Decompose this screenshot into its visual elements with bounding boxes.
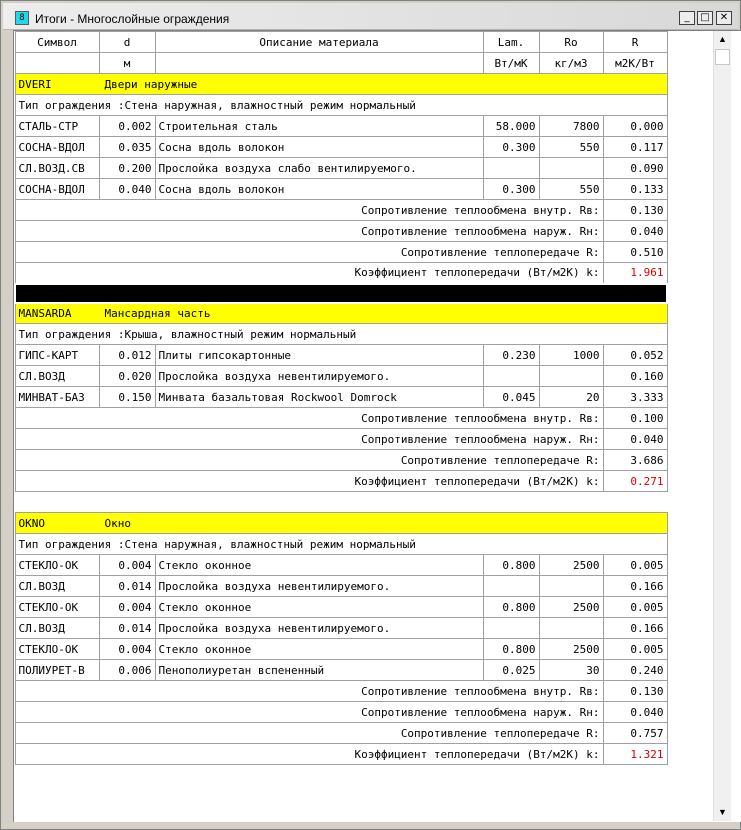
layer-resistance: 0.117 [603, 137, 667, 158]
header-row [15, 32, 667, 53]
layer-symbol: СТЕКЛО-ОК [15, 639, 99, 660]
unit-r: м2К/Вт [603, 53, 667, 74]
layer-description: Стекло оконное [155, 597, 483, 618]
scroll-up-icon[interactable]: ▲ [714, 31, 731, 48]
layer-symbol: ГИПС-КАРТ [15, 345, 99, 366]
col-header-r: R [603, 32, 667, 53]
layer-density: 550 [539, 179, 603, 200]
window-title: Итоги - Многослойные ограждения [35, 12, 230, 26]
unit-d: м [99, 53, 155, 74]
summary-rv-row [15, 408, 667, 429]
summary-r-total-row [15, 242, 667, 263]
layer-lambda: 0.300 [483, 179, 539, 200]
layer-description: Пенополиуретан вспененный [155, 660, 483, 681]
layer-density: 30 [539, 660, 603, 681]
layer-symbol: МИНВАТ-БАЗ [15, 387, 99, 408]
summary-r-total-label: Сопротивление теплопередаче R: [15, 723, 603, 744]
col-header-lam: Lam. [483, 32, 539, 53]
col-header-d: d [99, 32, 155, 53]
layer-row[interactable] [15, 345, 667, 366]
unit-symbol [15, 53, 99, 74]
section-title [15, 74, 667, 95]
layer-symbol: СОСНА-ВДОЛ [15, 179, 99, 200]
close-button[interactable]: ✕ [716, 11, 732, 25]
section-header[interactable] [15, 303, 667, 324]
layer-density: 550 [539, 137, 603, 158]
layer-row[interactable] [15, 158, 667, 179]
layer-row[interactable] [15, 179, 667, 200]
title-bar[interactable] [3, 3, 738, 30]
layer-thickness: 0.040 [99, 179, 155, 200]
layer-symbol: СТАЛЬ-СТР [15, 116, 99, 137]
summary-rv-value: 0.130 [603, 681, 667, 702]
summary-rv-label: Сопротивление теплообмена внутр. Rв: [15, 408, 603, 429]
layer-symbol: ПОЛИУРЕТ-В [15, 660, 99, 681]
layer-description: Стекло оконное [155, 555, 483, 576]
layer-lambda [483, 366, 539, 387]
enclosure-type-row [15, 534, 667, 555]
layer-thickness: 0.014 [99, 618, 155, 639]
layer-lambda: 58.000 [483, 116, 539, 137]
layer-row[interactable] [15, 597, 667, 618]
layer-resistance: 3.333 [603, 387, 667, 408]
layer-description: Минвата базальтовая Rockwool Domrock [155, 387, 483, 408]
layer-density [539, 618, 603, 639]
blank-separator-row [15, 492, 667, 513]
layer-resistance: 0.005 [603, 555, 667, 576]
layer-resistance: 0.000 [603, 116, 667, 137]
layer-symbol: СТЕКЛО-ОК [15, 597, 99, 618]
layer-resistance: 0.240 [603, 660, 667, 681]
summary-r-total-value: 0.757 [603, 723, 667, 744]
layer-row[interactable] [15, 555, 667, 576]
layer-row[interactable] [15, 576, 667, 597]
layer-lambda [483, 618, 539, 639]
unit-description [155, 53, 483, 74]
layer-symbol: СОСНА-ВДОЛ [15, 137, 99, 158]
layer-row[interactable] [15, 366, 667, 387]
layer-description: Прослойка воздуха слабо вентилируемого. [155, 158, 483, 179]
col-header-symbol: Символ [15, 32, 99, 53]
layer-description: Сосна вдоль волокон [155, 137, 483, 158]
layer-description: Стекло оконное [155, 639, 483, 660]
layer-thickness: 0.002 [99, 116, 155, 137]
section-name: Окно [104, 516, 131, 530]
vertical-scrollbar[interactable] [713, 31, 731, 821]
layer-thickness: 0.004 [99, 555, 155, 576]
layer-density [539, 158, 603, 179]
scroll-thumb[interactable] [715, 49, 730, 65]
layer-density: 20 [539, 387, 603, 408]
layer-density [539, 366, 603, 387]
layer-row[interactable] [15, 137, 667, 158]
layer-lambda [483, 158, 539, 179]
layer-symbol: СТЕКЛО-ОК [15, 555, 99, 576]
layer-resistance: 0.090 [603, 158, 667, 179]
layer-resistance: 0.052 [603, 345, 667, 366]
units-row [15, 53, 667, 74]
maximize-button[interactable]: □ [697, 11, 713, 25]
summary-rn-label: Сопротивление теплообмена наруж. Rн: [15, 221, 603, 242]
section-title [15, 303, 667, 324]
summary-r-total-row [15, 450, 667, 471]
enclosure-type: Тип ограждения :Стена наружная, влажностный режим нормальный [15, 95, 667, 116]
summary-rn-label: Сопротивление теплообмена наруж. Rн: [15, 429, 603, 450]
minimize-button[interactable]: _ [679, 11, 695, 25]
layer-thickness: 0.014 [99, 576, 155, 597]
summary-r-total-label: Сопротивление теплопередаче R: [15, 242, 603, 263]
layer-row[interactable] [15, 116, 667, 137]
layer-lambda: 0.045 [483, 387, 539, 408]
enclosure-type: Тип ограждения :Крыша, влажностный режим нормальный [15, 324, 667, 345]
summary-rv-row [15, 681, 667, 702]
layer-density: 2500 [539, 639, 603, 660]
results-pane [13, 30, 741, 822]
layer-density: 1000 [539, 345, 603, 366]
layer-row[interactable] [15, 618, 667, 639]
summary-r-total-value: 0.510 [603, 242, 667, 263]
results-table [14, 31, 668, 765]
layer-resistance: 0.005 [603, 597, 667, 618]
summary-r-total-label: Сопротивление теплопередаче R: [15, 450, 603, 471]
summary-k-row [15, 744, 667, 765]
section-code: DVERI [18, 77, 52, 91]
section-name: Двери наружные [104, 77, 198, 91]
layer-description: Сосна вдоль волокон [155, 179, 483, 200]
layer-thickness: 0.004 [99, 639, 155, 660]
layer-lambda: 0.800 [483, 555, 539, 576]
section-code: MANSARDA [18, 306, 72, 320]
summary-r-total-value: 3.686 [603, 450, 667, 471]
layer-description: Строительная сталь [155, 116, 483, 137]
enclosure-type-row [15, 95, 667, 116]
col-header-ro: Ro [539, 32, 603, 53]
layer-lambda: 0.300 [483, 137, 539, 158]
summary-rn-row [15, 702, 667, 723]
selected-separator-row[interactable] [15, 284, 667, 303]
separator-cell [15, 492, 667, 513]
layer-row[interactable] [15, 639, 667, 660]
layer-resistance: 0.160 [603, 366, 667, 387]
summary-k-label: Коэффициент теплопередачи (Вт/м2К) k: [15, 744, 603, 765]
enclosure-type-row [15, 324, 667, 345]
layer-thickness: 0.020 [99, 366, 155, 387]
layer-symbol: СЛ.ВОЗД [15, 576, 99, 597]
summary-k-row [15, 471, 667, 492]
unit-lam: Вт/мК [483, 53, 539, 74]
layer-thickness: 0.004 [99, 597, 155, 618]
summary-k-value: 0.271 [603, 471, 667, 492]
layer-lambda: 0.800 [483, 639, 539, 660]
summary-k-row [15, 263, 667, 284]
layer-description: Прослойка воздуха невентилируемого. [155, 576, 483, 597]
layer-lambda: 0.230 [483, 345, 539, 366]
layer-symbol: СЛ.ВОЗД.СВ [15, 158, 99, 179]
layer-row[interactable] [15, 387, 667, 408]
summary-rn-row [15, 429, 667, 450]
section-code: OKNO [18, 516, 45, 530]
summary-rn-value: 0.040 [603, 429, 667, 450]
layer-resistance: 0.166 [603, 618, 667, 639]
scroll-down-icon[interactable]: ▼ [714, 804, 731, 821]
summary-k-label: Коэффициент теплопередачи (Вт/м2К) k: [15, 471, 603, 492]
layer-resistance: 0.005 [603, 639, 667, 660]
layer-thickness: 0.006 [99, 660, 155, 681]
layer-density: 7800 [539, 116, 603, 137]
section-header[interactable] [15, 74, 667, 95]
separator-cell [15, 284, 667, 303]
summary-k-label: Коэффициент теплопередачи (Вт/м2К) k: [15, 263, 603, 284]
layer-lambda: 0.025 [483, 660, 539, 681]
summary-rv-label: Сопротивление теплообмена внутр. Rв: [15, 200, 603, 221]
col-header-description: Описание материала [155, 32, 483, 53]
enclosure-type: Тип ограждения :Стена наружная, влажностный режим нормальный [15, 534, 667, 555]
summary-rn-value: 0.040 [603, 221, 667, 242]
layer-density: 2500 [539, 597, 603, 618]
layer-description: Плиты гипсокартонные [155, 345, 483, 366]
unit-ro: кг/м3 [539, 53, 603, 74]
summary-rv-row [15, 200, 667, 221]
section-header[interactable] [15, 513, 667, 534]
layer-density [539, 576, 603, 597]
layer-density: 2500 [539, 555, 603, 576]
layer-row[interactable] [15, 660, 667, 681]
summary-k-value: 1.961 [603, 263, 667, 284]
section-name: Мансардная часть [104, 306, 211, 320]
layer-thickness: 0.012 [99, 345, 155, 366]
layer-thickness: 0.150 [99, 387, 155, 408]
summary-rv-value: 0.130 [603, 200, 667, 221]
section-title [15, 513, 667, 534]
summary-r-total-row [15, 723, 667, 744]
app-icon[interactable]: 8 [15, 11, 29, 25]
summary-rv-label: Сопротивление теплообмена внутр. Rв: [15, 681, 603, 702]
layer-thickness: 0.035 [99, 137, 155, 158]
layer-lambda: 0.800 [483, 597, 539, 618]
summary-rn-label: Сопротивление теплообмена наруж. Rн: [15, 702, 603, 723]
summary-rv-value: 0.100 [603, 408, 667, 429]
layer-symbol: СЛ.ВОЗД [15, 366, 99, 387]
layer-symbol: СЛ.ВОЗД [15, 618, 99, 639]
summary-k-value: 1.321 [603, 744, 667, 765]
layer-resistance: 0.166 [603, 576, 667, 597]
layer-lambda [483, 576, 539, 597]
layer-resistance: 0.133 [603, 179, 667, 200]
summary-rn-row [15, 221, 667, 242]
layer-thickness: 0.200 [99, 158, 155, 179]
summary-rn-value: 0.040 [603, 702, 667, 723]
layer-description: Прослойка воздуха невентилируемого. [155, 618, 483, 639]
layer-description: Прослойка воздуха невентилируемого. [155, 366, 483, 387]
